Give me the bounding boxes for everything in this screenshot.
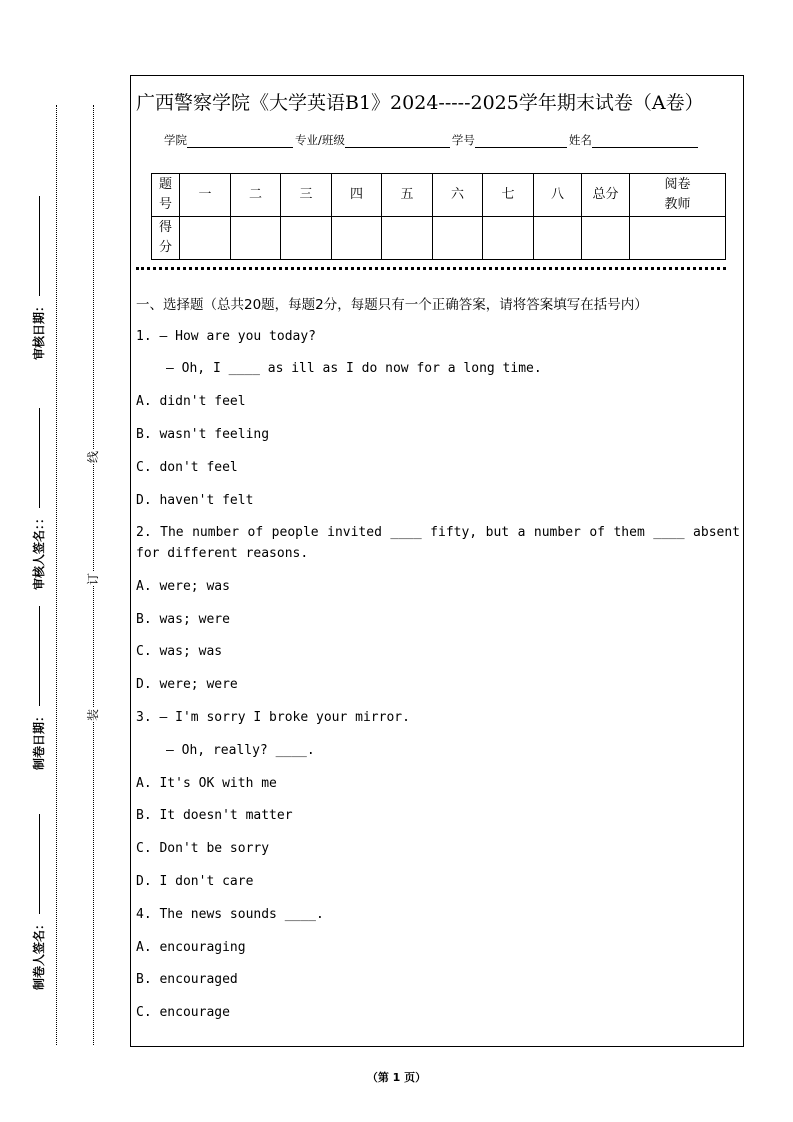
- score-cell[interactable]: [382, 217, 433, 260]
- maker-sign-blank: [38, 814, 40, 914]
- student-id-field[interactable]: [475, 135, 567, 148]
- question-1: 1. — How are you today?: [136, 329, 317, 344]
- header-cell: 八: [534, 174, 582, 217]
- header-cell: 七: [483, 174, 534, 217]
- row-label-question-no: 题 号: [152, 174, 180, 217]
- score-cell[interactable]: [483, 217, 534, 260]
- make-date-blank: [38, 606, 40, 706]
- option-2a: A. were; was: [136, 579, 230, 594]
- option-2d: D. were; were: [136, 677, 238, 692]
- reviewer-sign-blank: [38, 408, 40, 508]
- option-3d: D. I don't care: [136, 874, 254, 889]
- option-4b: B. encouraged: [136, 972, 238, 987]
- score-cell[interactable]: [231, 217, 281, 260]
- header-cell: 一: [180, 174, 231, 217]
- score-cell[interactable]: [534, 217, 582, 260]
- major-label: 专业/班级: [295, 133, 345, 147]
- name-label: 姓名: [568, 133, 592, 147]
- college-field[interactable]: [187, 135, 293, 148]
- option-2b: B. was; were: [136, 612, 230, 627]
- score-cell[interactable]: [180, 217, 231, 260]
- option-3a: A. It's OK with me: [136, 776, 277, 791]
- question-2: 2. The number of people invited ____ fifty, but a number of them ____ absent for different reasons.: [136, 525, 748, 561]
- review-date-label: [30, 196, 47, 360]
- score-cell[interactable]: [433, 217, 483, 260]
- header-cell: 六: [433, 174, 483, 217]
- option-1a: A. didn't feel: [136, 394, 246, 409]
- option-1c: C. don't feel: [136, 460, 238, 475]
- bind-char-xian: 线: [86, 451, 100, 464]
- score-header-row: [152, 174, 726, 217]
- review-date-text: 审核日期：: [32, 299, 46, 360]
- page-number: （第 1 页）: [366, 1071, 427, 1084]
- reviewer-sign-label: [30, 408, 47, 590]
- question-3-line2: — Oh, really? ____.: [166, 743, 315, 758]
- make-date-label: [30, 606, 47, 770]
- maker-sign-text: 制卷人签名：: [32, 917, 46, 990]
- header-cell: 四: [332, 174, 382, 217]
- question-4: 4. The news sounds ____.: [136, 907, 324, 922]
- name-field[interactable]: [592, 135, 698, 148]
- bind-char-zhuang: 装: [86, 709, 100, 722]
- score-cell[interactable]: [281, 217, 332, 260]
- maker-sign-label: [30, 814, 47, 990]
- question-1-line2: — Oh, I ____ as ill as I do now for a long time.: [166, 361, 542, 376]
- score-table: [151, 173, 726, 260]
- exam-title: 广西警察学院《大学英语B1》2024-----2025学年期末试卷（A卷）: [136, 92, 704, 114]
- option-1d: D. haven't felt: [136, 493, 254, 508]
- option-4c: C. encourage: [136, 1005, 230, 1020]
- option-1b: B. wasn't feeling: [136, 427, 270, 442]
- review-date-blank: [38, 196, 40, 296]
- option-3b: B. It doesn't matter: [136, 808, 293, 823]
- question-3: 3. — I'm sorry I broke your mirror.: [136, 710, 410, 725]
- option-2c: C. was; was: [136, 644, 223, 659]
- dotted-separator: [136, 267, 726, 270]
- score-cell-grader[interactable]: [630, 217, 726, 260]
- row-label-score: 得 分: [152, 217, 180, 260]
- outer-dotted-line: [56, 105, 57, 1045]
- student-info-row: [164, 132, 700, 148]
- option-4a: A. encouraging: [136, 940, 246, 955]
- header-cell-grader: 阅卷 教师: [630, 174, 726, 217]
- section-heading: 一、选择题（总共20题，每题2分，每题只有一个正确答案，请将答案填写在括号内）: [136, 297, 648, 313]
- header-cell-total: 总分: [582, 174, 630, 217]
- bind-char-ding: 订: [86, 573, 100, 586]
- reviewer-sign-text: 审核人签名：：: [32, 511, 46, 590]
- score-cell-total[interactable]: [582, 217, 630, 260]
- option-3c: C. Don't be sorry: [136, 841, 270, 856]
- header-cell: 三: [281, 174, 332, 217]
- student-id-label: 学号: [451, 133, 475, 147]
- college-label: 学院: [164, 133, 187, 147]
- major-field[interactable]: [345, 135, 450, 148]
- header-cell: 五: [382, 174, 433, 217]
- make-date-text: 制卷日期：: [32, 709, 46, 770]
- score-cell[interactable]: [332, 217, 382, 260]
- header-cell: 二: [231, 174, 281, 217]
- score-value-row: [152, 217, 726, 260]
